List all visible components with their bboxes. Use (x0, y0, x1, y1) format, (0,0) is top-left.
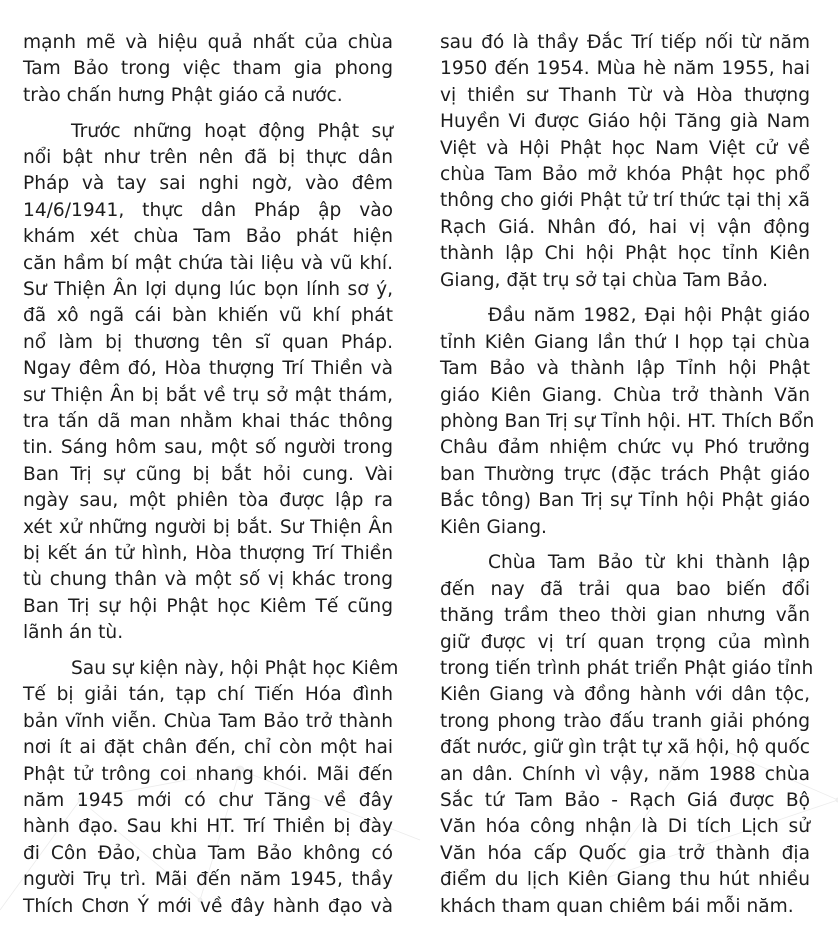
paragraph (440, 550, 814, 919)
text-line: thăng trầm theo thời gian nhưng vẫn (440, 605, 810, 627)
text-line: đến nay đã trải qua bao biến đổi (440, 578, 810, 600)
text-line: trào chấn hưng Phật giáo cả nước. (23, 84, 343, 106)
text-line: 14/6/1941, thực dân Pháp ập vào (23, 199, 393, 221)
text-line: Văn hóa cấp Quốc gia trở thành địa (440, 842, 810, 864)
text-line: Rạch Giá. Nhân đó, hai vị vận động (440, 216, 810, 238)
text-line: Châu đảm nhiệm chức vụ Phó trưởng (440, 437, 810, 459)
text-line: 1950 đến 1954. Mùa hè năm 1955, hai (440, 58, 810, 80)
text-line: Văn hóa công nhận là Di tích Lịch sử (440, 816, 810, 838)
text-line: trong phong trào đấu tranh giải phóng (440, 710, 810, 732)
text-line: sư Thiện Ân bị bắt về trụ sở mật thám, (23, 384, 393, 406)
text-line: Phật tử trông coi nhang khói. Mãi đến (23, 763, 393, 785)
text-line: Kiên Giang. (440, 516, 547, 538)
text-line: mạnh mẽ và hiệu quả nhất của chùa (23, 32, 393, 53)
text-line: Bắc tông) Ban Trị sự Tỉnh hội Phật giáo (440, 490, 810, 512)
text-line: tin. Sáng hôm sau, một số người trong (23, 437, 393, 459)
text-line: ngày sau, một phiên tòa được lập ra (23, 490, 393, 512)
text-line: Pháp và tay sai nghi ngờ, vào đêm (23, 173, 393, 195)
text-line: khách tham quan chiêm bái mỗi năm. (440, 895, 794, 917)
text-line: Ban Trị sự cũng bị bắt hỏi cung. Vài (23, 463, 393, 485)
text-line: đi Côn Đảo, chùa Tam Bảo không có (23, 842, 393, 864)
text-line: hành đạo. Sau khi HT. Trí Thiền bị đày (23, 816, 393, 838)
text-line: vị thiền sư Thanh Từ và Hòa thượng (440, 84, 810, 106)
text-line: bị kết án tử hình, Hòa thượng Trí Thiền (23, 542, 393, 564)
paragraph (23, 30, 393, 109)
text-line: Sắc tứ Tam Bảo - Rạch Giá được Bộ (440, 789, 810, 811)
right-column (440, 30, 815, 929)
text-line: Giang, đặt trụ sở tại chùa Tam Bảo. (440, 269, 769, 291)
text-line: lãnh án tù. (23, 622, 124, 644)
text-line: tù chung thân và một số vị khác trong (23, 569, 393, 591)
text-line: Ban Trị sự hội Phật học Kiêm Tế cũng (23, 595, 393, 617)
text-line: Kiên Giang và đồng hành với dân tộc, (440, 684, 810, 706)
text-line: Sư Thiện Ân lợi dụng lúc bọn lính sơ ý, (23, 279, 393, 301)
text-line: Sau sự kiện này, hội Phật học Kiêm (71, 657, 399, 679)
text-line: thành lập Chi hội Phật học tỉnh Kiên (440, 243, 810, 265)
text-line: nổ làm bị thương tên sĩ quan Pháp. (23, 331, 393, 353)
left-column (23, 30, 399, 929)
text-line: Đầu năm 1982, Đại hội Phật giáo (488, 305, 810, 327)
text-line: người Trụ trì. Mãi đến năm 1945, thầy (23, 869, 393, 891)
text-line: đã xô ngã cái bàn khiến vũ khí phát (23, 305, 393, 327)
text-line: Huyền Vi được Giáo hội Tăng già Nam (440, 111, 810, 133)
paragraph (23, 119, 393, 647)
text-line: chùa Tam Bảo mở khóa Phật học phổ (440, 163, 810, 185)
text-line: trong tiến trình phát triển Phật giáo tỉnh (440, 657, 814, 679)
text-line: Thích Chơn Ý mới về đây hành đạo và (23, 895, 393, 917)
text-line: căn hầm bí mật chứa tài liệu và vũ khí. (23, 252, 393, 274)
text-line: năm 1945 mới có chư Tăng về đây (23, 789, 393, 811)
text-line: điểm du lịch Kiên Giang thu hút nhiều (440, 869, 810, 891)
text-line: tra tấn dã man nhằm khai thác thông (23, 410, 393, 432)
text-line: xét xử những người bị bắt. Sư Thiện Ân (23, 516, 393, 538)
text-line: Tam Bảo và thành lập Tỉnh hội Phật (440, 358, 810, 380)
text-line: nơi ít ai đặt chân đến, chỉ còn một hai (23, 737, 393, 759)
text-line: phòng Ban Trị sự Tỉnh hội. HT. Thích Bổn (440, 410, 815, 432)
text-line: Ngay đêm đó, Hòa thượng Trí Thiền và (23, 358, 393, 380)
text-line: đất nước, giữ gìn trật tự xã hội, hộ quốc (440, 737, 810, 759)
text-line: giữ được vị trí quan trọng của mình (440, 631, 810, 653)
text-line: tỉnh Kiên Giang lần thứ I họp tại chùa (440, 331, 810, 353)
text-line: Chùa Tam Bảo từ khi thành lập (488, 552, 810, 574)
text-line: Trước những hoạt động Phật sự (71, 120, 393, 142)
text-line: giáo Kiên Giang. Chùa trở thành Văn (440, 384, 810, 406)
text-line: Tam Bảo trong việc tham gia phong (23, 58, 393, 80)
text-line: nổi bật như trên nên đã bị thực dân (23, 147, 393, 169)
text-line: Việt và Hội Phật học Nam Việt cử về (440, 137, 810, 159)
paragraph (440, 303, 815, 541)
text-line: ban Thường trực (đặc trách Phật giáo (440, 463, 810, 485)
text-line: khám xét chùa Tam Bảo phát hiện (23, 226, 393, 248)
text-line: thông cho giới Phật tử trí thức tại thị xã (440, 190, 810, 212)
text-line: sau đó là thầy Đắc Trí tiếp nối từ năm (440, 32, 810, 53)
paragraph (23, 656, 399, 920)
paragraph (440, 30, 810, 294)
text-line: Tế bị giải tán, tạp chí Tiến Hóa đình (23, 684, 393, 706)
text-line: bản vĩnh viễn. Chùa Tam Bảo trở thành (23, 710, 393, 732)
text-line: an dân. Chính vì vậy, năm 1988 chùa (440, 763, 810, 785)
